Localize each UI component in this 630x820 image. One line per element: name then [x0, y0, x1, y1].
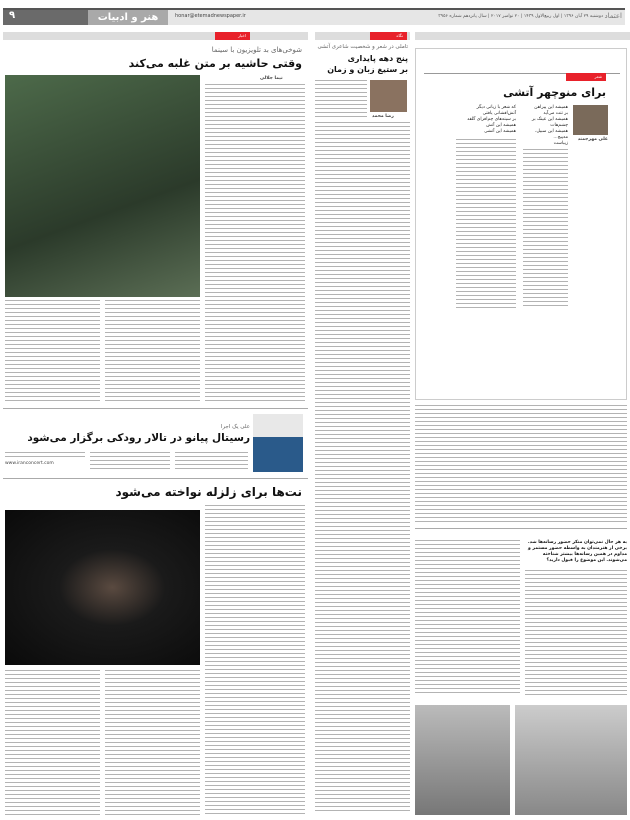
poem-lines-left: که شعر با زبانی دیگر آتش‌افشانی یافتی بر سینه‌های چم‌افزای گلفد همیشه این آتش همیشه این آتشی: [467, 105, 516, 134]
newspaper-logo: اعتماد: [604, 12, 622, 20]
poem-lines-right: همیشه این پیراهن بر تنت می‌آید همیشه این عینک بر چشم‌هات همیشه این سبیل، مه‌پیچ... زیباست: [531, 105, 568, 146]
concert-website[interactable]: www.iranconcert.com: [5, 461, 54, 466]
page-number: ۹: [3, 10, 88, 25]
page-header: [3, 8, 625, 25]
concert-poster: [253, 414, 303, 472]
concert-photo: [5, 510, 200, 665]
recital-title: رسیتال پیانو در تالار رودکی برگزار می‌شود: [27, 432, 250, 444]
email[interactable]: honar@etemadnewspaper.ir: [175, 13, 246, 19]
divider: [415, 32, 630, 40]
poem-box: [415, 48, 627, 400]
archive-photo: [415, 705, 510, 815]
article1-kicker: شوخی‌های بد تلویزیون با سینما: [211, 46, 302, 54]
article2-title-2: بر ستیغ زبان و زمان: [327, 65, 408, 74]
article2-tag: نگاه: [370, 32, 407, 40]
article1-photo: [5, 75, 200, 297]
recital-kicker: علی یک اجرا: [220, 424, 250, 430]
article1-author: نیما جلالی: [260, 76, 283, 81]
article2-kicker: تاملی در شعر و شخصیت شاعری آتشی: [317, 44, 408, 50]
article2-author: رضا محمد: [372, 114, 394, 119]
article1-title: وقتی حاشیه بر متن غلبه می‌کند: [128, 57, 302, 70]
quake-title: نت‌ها برای زلزله نواخته می‌شود: [115, 485, 302, 499]
interview-lead: به هر حال نمی‌توان منکر حضور رسانه‌ها شد. برخی از هنرمندان به واسطه حضور مستمر و مداوم در همین رسانه‌ها بیشتر شناخته می‌شوند. این موضوع را قبول دارید؟: [527, 540, 627, 563]
author-photo: [573, 105, 608, 135]
poem-author: علی مهرجمند: [577, 137, 608, 142]
poem-title: برای منوچهر آتشی: [503, 86, 606, 99]
section-title: هنر و ادبیات: [88, 10, 168, 25]
article1-tag: اخبار: [215, 32, 250, 40]
author-photo: [370, 80, 407, 112]
divider: [3, 32, 308, 40]
article2-title-1: پنج دهه پایداری: [347, 54, 408, 63]
archive-photo: [515, 705, 627, 815]
poem-tag: شعر: [566, 73, 606, 81]
date-line: دوشنبه ۲۹ آبان ۱۳۹۶ | اول ربیع‌الاول ۱۴۳۹ | ۲۰ نوامبر ۲۰۱۷ | سال پانزدهم شماره ۳۹۵۶: [438, 14, 603, 19]
